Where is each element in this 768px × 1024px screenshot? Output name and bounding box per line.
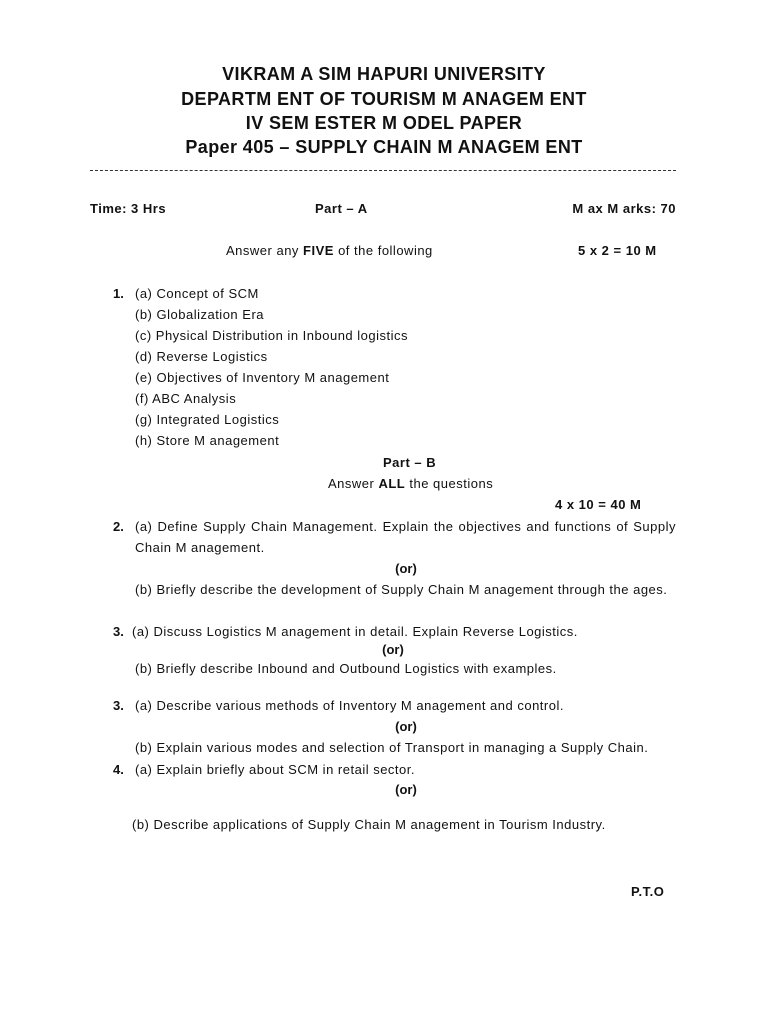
list-item: (f) ABC Analysis: [135, 391, 237, 406]
or-label: (or): [395, 782, 417, 797]
question-2b: (b) Briefly describe the development of Supply Chain M anagement through the ages.: [135, 582, 668, 597]
pto-label: P.T.O: [631, 884, 665, 899]
part-a-marks: 5 x 2 = 10 M: [578, 243, 657, 258]
question-4a: (a) Explain briefly about SCM in retail sector.: [135, 762, 415, 777]
list-item: (d) Reverse Logistics: [135, 349, 268, 364]
max-marks: M ax M arks: 70: [572, 201, 676, 216]
question-3a-second: (a) Describe various methods of Inventory M anagement and control.: [135, 698, 564, 713]
time-allowed: Time: 3 Hrs: [90, 201, 167, 216]
list-item: (a) Concept of SCM: [135, 286, 259, 301]
paper-title: Paper 405 – SUPPLY CHAIN M ANAGEM ENT: [185, 137, 583, 157]
question-1-number: 1.: [113, 286, 124, 301]
dashed-divider: [90, 170, 676, 171]
question-2a-line2: Chain M anagement.: [135, 540, 265, 555]
list-item: (b) Globalization Era: [135, 307, 264, 322]
question-4-number: 4.: [113, 762, 124, 777]
or-label: (or): [395, 561, 417, 576]
question-3-number-second: 3.: [113, 698, 124, 713]
list-item: (h) Store M anagement: [135, 433, 280, 448]
university-name: VIKRAM A SIM HAPURI UNIVERSITY: [222, 64, 546, 84]
question-2-number: 2.: [113, 519, 124, 534]
or-label: (or): [395, 719, 417, 734]
part-b-instruction: Answer ALL the questions: [328, 476, 494, 491]
question-3-number: 3.: [113, 624, 124, 639]
part-b-marks: 4 x 10 = 40 M: [555, 497, 642, 512]
question-3b-second: (b) Explain various modes and selection of Transport in managing a Supply Chain.: [135, 740, 649, 755]
list-item: (e) Objectives of Inventory M anagement: [135, 370, 390, 385]
or-label: (or): [382, 642, 404, 657]
list-item: (c) Physical Distribution in Inbound logistics: [135, 328, 408, 343]
list-item: (g) Integrated Logistics: [135, 412, 280, 427]
part-a-instruction: Answer any FIVE of the following: [226, 243, 433, 258]
department-name: DEPARTM ENT OF TOURISM M ANAGEM ENT: [181, 89, 587, 109]
question-3a: (a) Discuss Logistics M anagement in detail. Explain Reverse Logistics.: [132, 624, 578, 639]
question-2a-line1: (a) Define Supply Chain Management. Explain the objectives and functions of Supply: [135, 519, 676, 534]
question-4b: (b) Describe applications of Supply Chain M anagement in Tourism Industry.: [132, 817, 606, 832]
part-b-heading: Part – B: [383, 455, 437, 470]
semester-title: IV SEM ESTER M ODEL PAPER: [245, 113, 523, 133]
question-3b: (b) Briefly describe Inbound and Outbound Logistics with examples.: [135, 661, 557, 676]
part-a-heading: Part – A: [315, 201, 368, 216]
